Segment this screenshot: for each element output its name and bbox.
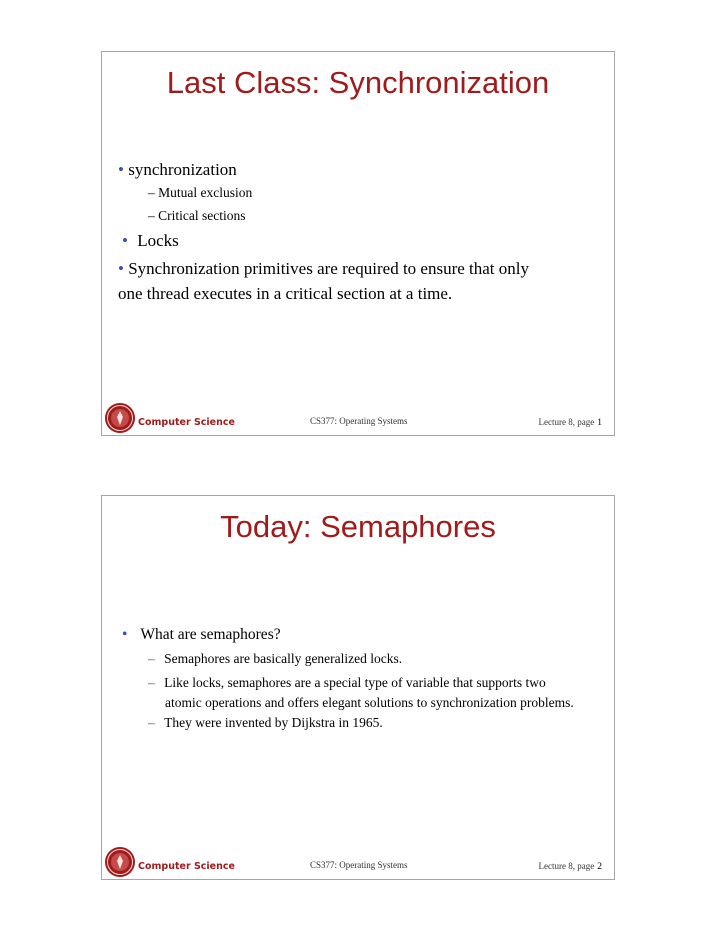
university-seal-icon (104, 846, 136, 878)
sub-bullet-text-line-1: Like locks, semaphores are a special type of variable that supports two (164, 675, 546, 690)
bullet-text: What are semaphores? (140, 626, 281, 643)
bullet-text: synchronization (128, 160, 237, 179)
sub-bullet-item (148, 715, 383, 731)
bullet-item (118, 256, 529, 306)
slide-title: Today: Semaphores (220, 509, 496, 544)
dash-icon: – (148, 715, 155, 730)
bullet-item (122, 626, 281, 644)
slide-1 (101, 51, 615, 436)
sub-bullet-item: – Critical sections (148, 208, 246, 223)
bullet-text-line-1: Synchronization primitives are required to ensure that only (128, 259, 530, 278)
footer-course: CS377: Operating Systems (310, 416, 408, 426)
sub-bullet-item (148, 651, 402, 667)
dash-icon: – (148, 651, 155, 666)
dash-icon: – (148, 675, 155, 690)
slide-title: Last Class: Synchronization (166, 65, 550, 100)
bullet-text: Locks (137, 231, 179, 250)
slide-2 (101, 495, 615, 880)
bullet-icon: • (122, 231, 128, 250)
footer-page (539, 417, 602, 428)
sub-bullet-text: They were invented by Dijkstra in 1965. (164, 715, 383, 730)
footer-department: Computer Science (138, 417, 235, 428)
bullet-item (118, 160, 237, 180)
university-seal-icon (104, 402, 136, 434)
sub-bullet-text: Semaphores are basically generalized locks. (164, 651, 403, 666)
footer-page-label: Lecture 8, page (538, 417, 595, 427)
footer-page-number: 2 (597, 862, 602, 872)
footer-course: CS377: Operating Systems (310, 860, 408, 870)
sub-bullet-item (148, 673, 574, 713)
footer-page (539, 861, 602, 872)
footer-page-label: Lecture 8, page (538, 861, 595, 871)
bullet-icon: • (122, 626, 128, 643)
footer-department: Computer Science (138, 861, 235, 872)
bullet-icon: • (118, 160, 124, 179)
sub-bullet-item: – Mutual exclusion (148, 185, 253, 200)
bullet-text-line-2: one thread executes in a critical section at a time. (118, 284, 453, 303)
bullet-icon: • (118, 259, 124, 278)
bullet-item (122, 231, 179, 251)
sub-bullet-text-line-2: atomic operations and offers elegant solutions to synchronization problems. (165, 695, 574, 710)
footer-page-number: 1 (597, 418, 602, 428)
